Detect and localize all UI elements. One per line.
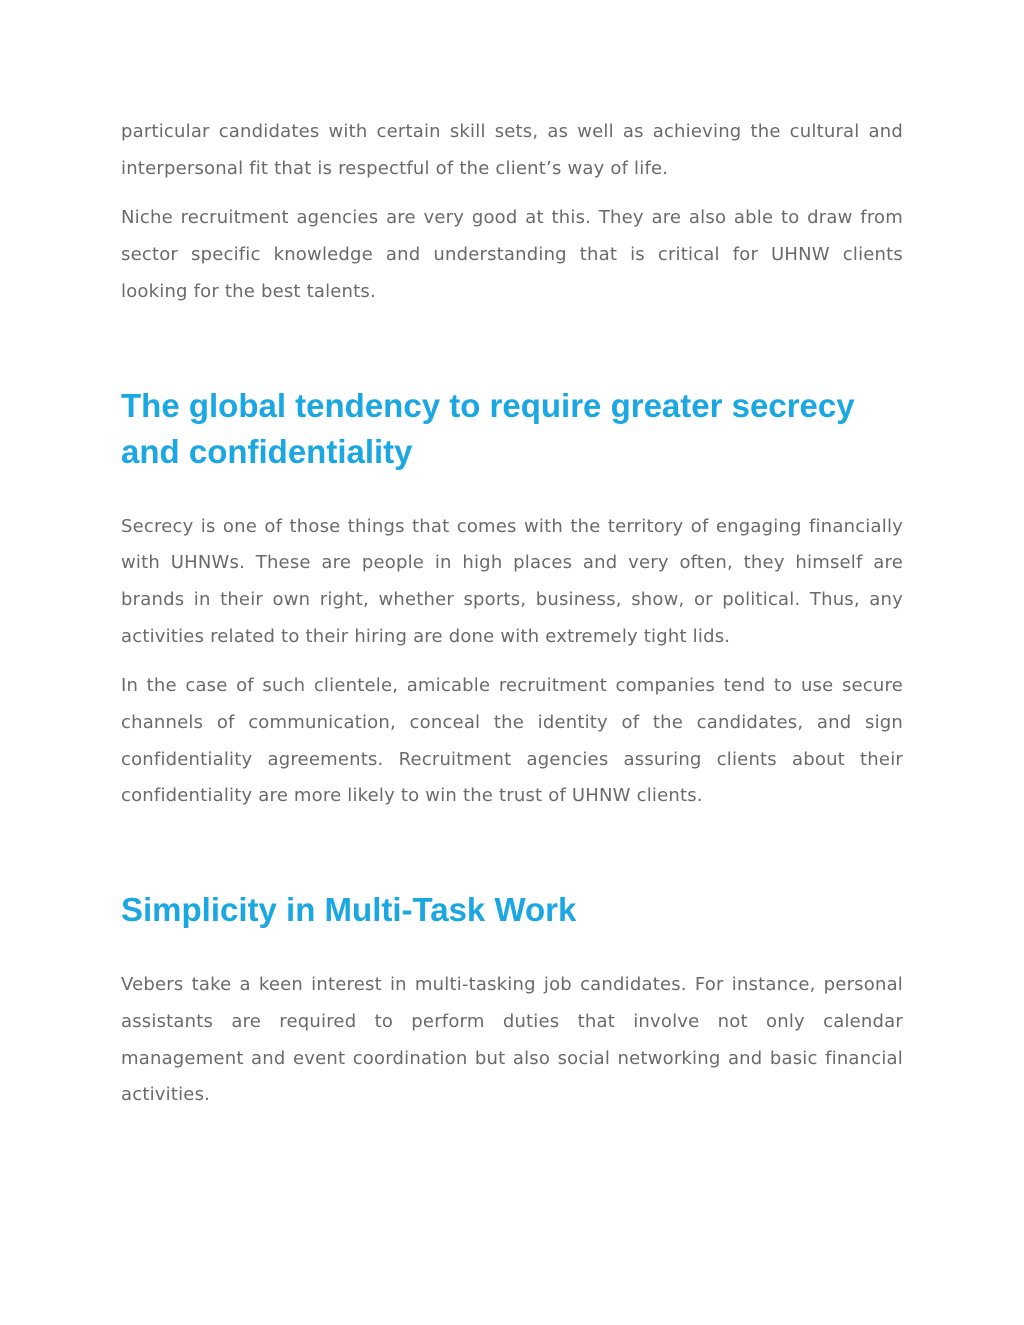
section-heading-multitask: Simplicity in Multi-Task Work bbox=[121, 891, 577, 929]
intro-paragraph-1: particular candidates with certain skill sets, as well as achieving the cultural and interpersonal fit that is respectful of the client’s way of life. bbox=[121, 121, 903, 179]
section-heading-secrecy: The global tendency to require greater secrecy and confidentiality bbox=[121, 386, 855, 470]
document-page bbox=[121, 114, 903, 1127]
multitask-paragraph-1: Vebers take a keen interest in multi-tasking job candidates. For instance, personal assistants are required to perform duties that involve not only calendar management and event coordination but also social networking and basic financial activities. bbox=[121, 974, 903, 1106]
intro-paragraph-2: Niche recruitment agencies are very good at this. They are also able to draw from sector specific knowledge and understanding that is critical for UHNW clients looking for the best talents. bbox=[121, 207, 903, 302]
secrecy-paragraph-2: In the case of such clientele, amicable recruitment companies tend to use secure channels of communication, conceal the identity of the candidates, and sign confidentiality agreements. Recruitment agencies assuring clients about their confidentiality are more likely to win the trust of UHNW clients. bbox=[121, 675, 903, 807]
secrecy-paragraph-1: Secrecy is one of those things that comes with the territory of engaging financially with UHNWs. These are people in high places and very often, they himself are brands in their own right, whether sports, business, show, or political. Thus, any activities related to their hiring are done with extremely tight lids. bbox=[121, 515, 903, 647]
